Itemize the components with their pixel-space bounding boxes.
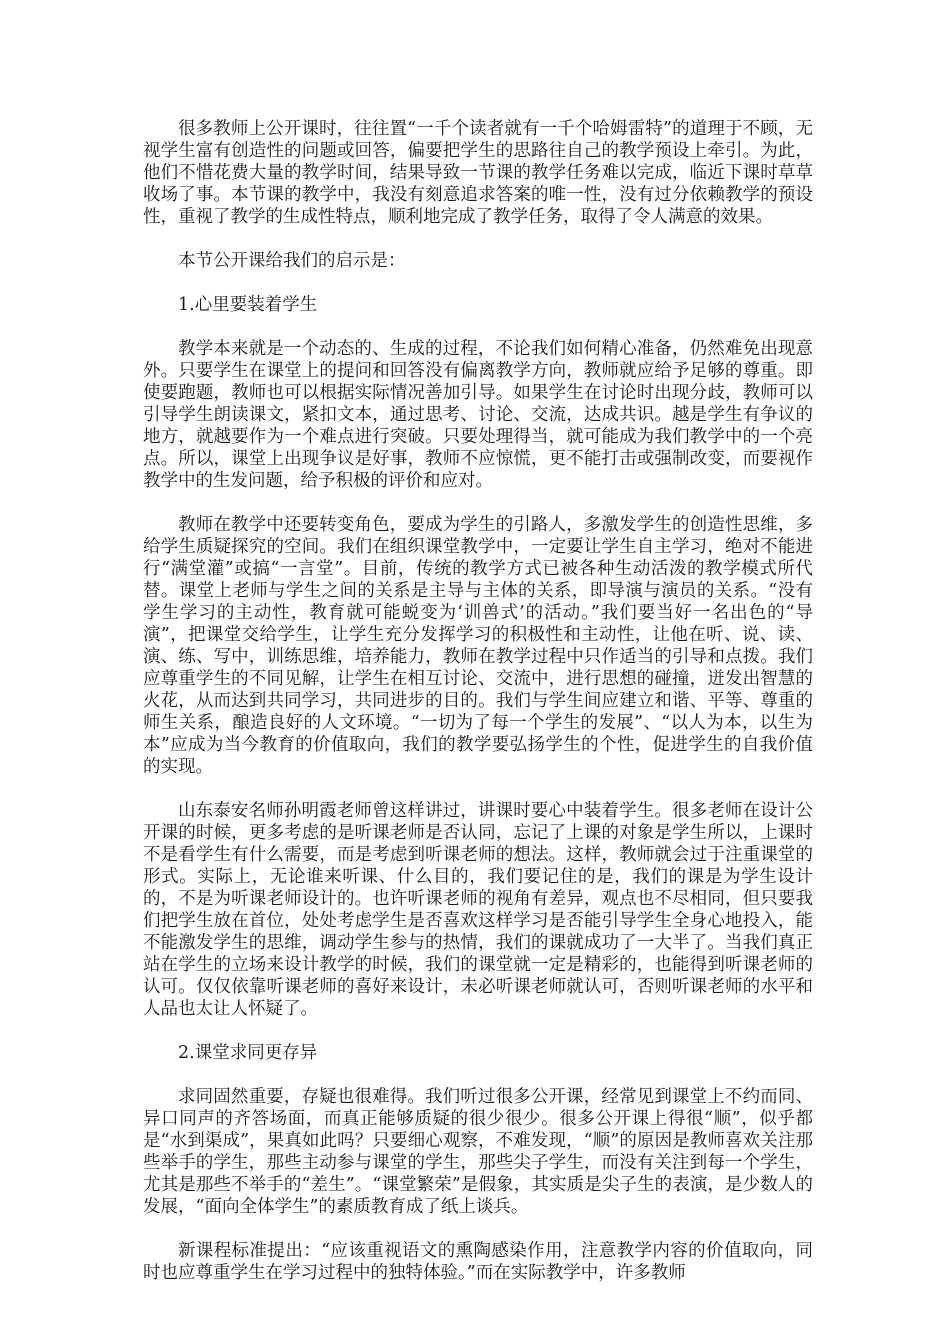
paragraph: 求同固然重要，存疑也很难得。我们听过很多公开课，经常见到课堂上不约而同、异口同声的齐答场面，而真正能够质疑的很少很少。很多公开课上得很“顺”，似乎都是“水到渠成”，果真如此吗？只要细心观察，不难发现，“顺”的原因是教师喜欢关注那些举手的学生，那些主动参与课堂的学生，那些尖子学生，而没有关注到每一个学生，尤其是那些不举手的“差生”。“课堂繁荣”是假象，其实质是尖子生的表演，是少数人的发展，“面向全体学生”的素质教育成了纸上谈兵。 <box>143 1087 813 1217</box>
section-heading: 2.课堂求同更存异 <box>178 1043 318 1063</box>
paragraph: 教师在教学中还要转变角色，要成为学生的引路人，多激发学生的创造性思维，多给学生质疑探究的空间。我们在组织课堂教学中，一定要让学生自主学习，绝对不能进行“满堂灌”或搞“一言堂”。目前，传统的教学方式已被各种生动活泼的教学模式所代替。课堂上老师与学生之间的关系是主导与主体的关系，即导演与演员的关系。“没有学生学习的主动性，教育就可能蜕变为‘训兽式’的活动。”我们要当好一名出色的“导演”，把课堂交给学生，让学生充分发挥学习的积极性和主动性，让他在听、说、读、演、练、写中，训练思维，培养能力，教师在教学过程中只作适当的引导和点拨。我们应尊重学生的不同见解，让学生在相互讨论、交流中，进行思想的碰撞，迸发出智慧的火花，从而达到共同学习，共同进步的目的。我们与学生间应建立和谐、平等、尊重的师生关系，酿造良好的人文环境。“一切为了每一个学生的发展”、“以人为本，以生为本”应成为当今教育的价值取向，我们的教学要弘扬学生的个性，促进学生的自我价值的实现。 <box>143 515 813 777</box>
paragraph: 教学本来就是一个动态的、生成的过程，不论我们如何精心准备，仍然难免出现意外。只要学生在课堂上的提问和回答没有偏离教学方向，教师就应给予足够的尊重。即使要跑题，教师也可以根据实际情况善加引导。如果学生在讨论时出现分歧，教师可以引导学生朗读课文，紧扣文本，通过思考、讨论、交流，达成共识。越是学生有争议的地方，就越要作为一个难点进行突破。只要处理得当，就可能成为我们教学中的一个亮点。所以，课堂上出现争议是好事，教师不应惊慌，更不能打击或强制改变，而要视作教学中的生发问题，给予积极的评价和应对。 <box>143 339 813 491</box>
section-heading: 1.心里要装着学生 <box>178 295 318 315</box>
paragraph-intro: 本节公开课给我们的启示是： <box>178 251 406 271</box>
document-body <box>143 118 813 1306</box>
paragraph: 新课程标准提出：“应该重视语文的熏陶感染作用，注意教学内容的价值取向，同时也应尊重学生在学习过程中的独特体验。”而在实际教学中，许多教师 <box>143 1241 813 1283</box>
paragraph: 很多教师上公开课时，往往置“一千个读者就有一千个哈姆雷特”的道理于不顾，无视学生富有创造性的问题或回答，偏要把学生的思路往自己的教学预设上牵引。为此，他们不惜花费大量的教学时间，结果导致一节课的教学任务难以完成，临近下课时草草收场了事。本节课的教学中，我没有刻意追求答案的唯一性，没有过分依赖教学的预设性，重视了教学的生成性特点，顺利地完成了教学任务，取得了令人满意的效果。 <box>143 119 813 227</box>
paragraph: 山东泰安名师孙明霞老师曾这样讲过，讲课时要心中装着学生。很多老师在设计公开课的时候，更多考虑的是听课老师是否认同，忘记了上课的对象是学生所以，上课时不是看学生有什么需要，而是考虑到听课老师的想法。这样，教师就会过于注重课堂的形式。实际上，无论谁来听课、什么目的，我们要记住的是，我们的课是为学生设计的，不是为听课老师设计的。也许听课老师的视角有差异，观点也不尽相同，但只要我们把学生放在首位，处处考虑学生是否喜欢这样学习是否能引导学生全身心地投入，能不能激发学生的思维，调动学生参与的热情，我们的课就成功了一大半了。当我们真正站在学生的立场来设计教学的时候，我们的课堂就一定是精彩的，也能得到听课老师的认可。仅仅依靠听课老师的喜好来设计，未必听课老师就认可，否则听课老师的水平和人品也太让人怀疑了。 <box>143 801 813 1019</box>
